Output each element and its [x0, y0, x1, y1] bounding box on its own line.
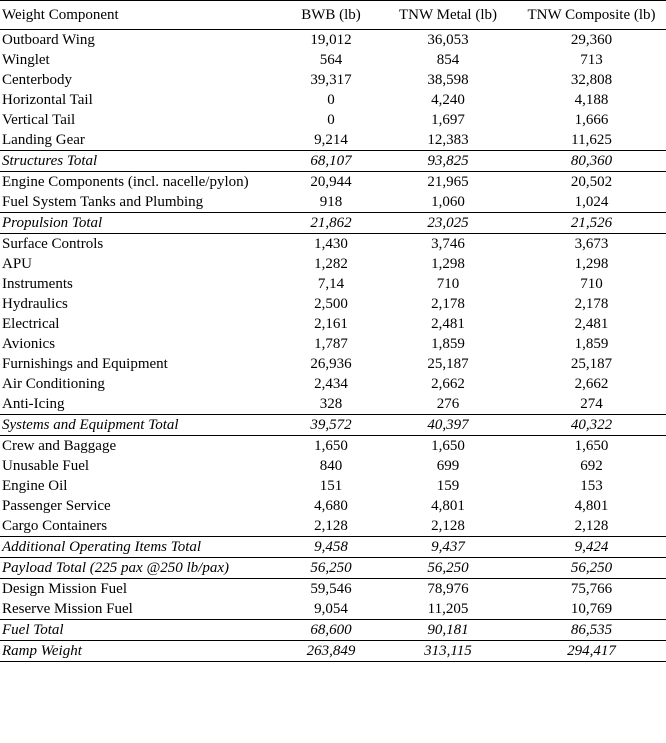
total-cell-tnw-metal: 9,437	[379, 537, 517, 558]
total-row	[0, 620, 666, 641]
table-row	[0, 30, 666, 51]
total-cell-component: Structures Total	[0, 151, 283, 172]
cell-bwb: 1,787	[314, 336, 348, 352]
cell-component: Centerbody	[2, 72, 72, 88]
cell-tnw-metal: 25,187	[427, 356, 469, 372]
table-row	[0, 314, 666, 334]
cell-tnw-metal: 12,383	[427, 132, 469, 148]
total-row	[0, 213, 666, 234]
cell-component: Horizontal Tail	[2, 92, 93, 108]
cell-bwb: 564	[319, 52, 343, 68]
cell-tnw-composite: 713	[580, 52, 603, 68]
cell-bwb: 328	[319, 396, 343, 412]
total-cell-tnw-metal: 56,250	[379, 558, 517, 579]
cell-bwb: 1,430	[314, 236, 348, 252]
cell-bwb: 26,936	[310, 356, 352, 372]
cell-tnw-composite: 29,360	[570, 32, 613, 48]
total-cell-tnw-metal: 23,025	[379, 213, 517, 234]
total-cell-component: Payload Total (225 pax @250 lb/pax)	[0, 558, 283, 579]
cell-bwb: 9,214	[314, 132, 348, 148]
cell-tnw-metal: 710	[436, 276, 460, 292]
cell-tnw-composite: 25,187	[570, 356, 613, 372]
total-row	[0, 537, 666, 558]
cell-bwb: 4,680	[314, 498, 348, 514]
header-cell-component: Weight Component	[0, 1, 283, 30]
cell-tnw-metal: 1,697	[431, 112, 465, 128]
cell-tnw-composite: 1,024	[574, 194, 609, 210]
cell-tnw-composite: 692	[580, 458, 603, 474]
cell-component: Design Mission Fuel	[2, 581, 128, 597]
cell-component: Outboard Wing	[2, 32, 95, 48]
cell-tnw-composite: 32,808	[570, 72, 613, 88]
cell-tnw-composite: 3,673	[574, 236, 609, 252]
cell-tnw-metal: 699	[436, 458, 460, 474]
cell-bwb: 1,282	[314, 256, 348, 272]
cell-tnw-composite: 1,298	[574, 256, 609, 272]
cell-bwb: 0	[327, 112, 335, 128]
cell-component: Instruments	[2, 276, 73, 292]
cell-tnw-metal: 4,240	[431, 92, 465, 108]
cell-tnw-composite: 2,128	[574, 518, 609, 534]
cell-bwb: 2,434	[314, 376, 348, 392]
cell-component: Reserve Mission Fuel	[2, 601, 133, 617]
table-row	[0, 436, 666, 457]
total-cell-component: Fuel Total	[0, 620, 283, 641]
cell-tnw-composite: 2,662	[574, 376, 609, 392]
cell-component: Winglet	[2, 52, 50, 68]
cell-tnw-composite: 4,188	[574, 92, 609, 108]
cell-component: Furnishings and Equipment	[2, 356, 168, 372]
cell-tnw-metal: 3,746	[431, 236, 465, 252]
cell-tnw-composite: 10,769	[570, 601, 613, 617]
cell-tnw-metal: 78,976	[427, 581, 469, 597]
total-cell-component: Systems and Equipment Total	[0, 415, 283, 436]
cell-component: Engine Components (incl. nacelle/pylon)	[2, 174, 249, 190]
total-cell-tnw-metal: 40,397	[379, 415, 517, 436]
cell-component: Fuel System Tanks and Plumbing	[2, 194, 204, 210]
cell-component: Hydraulics	[2, 296, 68, 312]
cell-tnw-composite: 710	[580, 276, 603, 292]
cell-bwb: 918	[319, 194, 343, 210]
total-cell-tnw-composite: 56,250	[517, 558, 666, 579]
cell-bwb: 9,054	[314, 601, 348, 617]
cell-tnw-metal: 2,481	[431, 316, 465, 332]
cell-bwb: 151	[319, 478, 343, 494]
cell-tnw-metal: 2,662	[431, 376, 465, 392]
total-row	[0, 558, 666, 579]
cell-component: Cargo Containers	[2, 518, 108, 534]
cell-tnw-composite: 11,625	[571, 132, 612, 148]
table-row	[0, 579, 666, 600]
cell-bwb: 1,650	[314, 438, 348, 454]
cell-component: Crew and Baggage	[2, 438, 117, 454]
table-row	[0, 192, 666, 213]
total-cell-bwb: 263,849	[283, 641, 379, 662]
total-cell-component: Additional Operating Items Total	[0, 537, 283, 558]
cell-tnw-metal: 38,598	[427, 72, 469, 88]
cell-component: Avionics	[2, 336, 56, 352]
total-cell-tnw-metal: 90,181	[379, 620, 517, 641]
cell-tnw-metal: 11,205	[427, 601, 469, 617]
total-cell-bwb: 68,107	[283, 151, 379, 172]
cell-tnw-composite: 75,766	[570, 581, 613, 597]
cell-tnw-metal: 1,859	[431, 336, 465, 352]
table-row	[0, 50, 666, 70]
cell-tnw-composite: 20,502	[570, 174, 613, 190]
cell-tnw-metal: 1,060	[431, 194, 465, 210]
total-cell-bwb: 21,862	[283, 213, 379, 234]
cell-tnw-composite: 1,666	[574, 112, 609, 128]
table-row	[0, 354, 666, 374]
total-cell-tnw-composite: 294,417	[517, 641, 666, 662]
total-cell-bwb: 39,572	[283, 415, 379, 436]
table-row	[0, 334, 666, 354]
total-row	[0, 415, 666, 436]
cell-bwb: 59,546	[310, 581, 352, 597]
table-row	[0, 599, 666, 620]
cell-tnw-metal: 854	[436, 52, 460, 68]
header-cell-bwb: BWB (lb)	[283, 1, 379, 30]
cell-bwb: 2,161	[314, 316, 348, 332]
cell-component: Landing Gear	[2, 132, 85, 148]
table-row	[0, 90, 666, 110]
cell-bwb: 39,317	[310, 72, 352, 88]
table-row	[0, 294, 666, 314]
cell-bwb: 20,944	[310, 174, 352, 190]
cell-tnw-composite: 2,178	[574, 296, 609, 312]
cell-tnw-composite: 4,801	[574, 498, 609, 514]
total-cell-tnw-composite: 40,322	[517, 415, 666, 436]
header-cell-tnw-metal: TNW Metal (lb)	[379, 1, 517, 30]
cell-component: Air Conditioning	[2, 376, 105, 392]
table-row	[0, 70, 666, 90]
cell-bwb: 0	[327, 92, 335, 108]
table-row	[0, 274, 666, 294]
table-row	[0, 234, 666, 255]
cell-tnw-metal: 36,053	[427, 32, 469, 48]
total-row	[0, 641, 666, 662]
total-cell-tnw-metal: 313,115	[379, 641, 517, 662]
table-row	[0, 172, 666, 193]
total-cell-tnw-composite: 86,535	[517, 620, 666, 641]
cell-tnw-metal: 2,178	[431, 296, 465, 312]
cell-component: Engine Oil	[2, 478, 68, 494]
total-cell-component: Propulsion Total	[0, 213, 283, 234]
cell-component: Surface Controls	[2, 236, 104, 252]
cell-tnw-metal: 2,128	[431, 518, 465, 534]
cell-component: Anti-Icing	[2, 396, 65, 412]
cell-tnw-metal: 4,801	[431, 498, 465, 514]
total-cell-bwb: 56,250	[283, 558, 379, 579]
table-row	[0, 476, 666, 496]
total-cell-bwb: 68,600	[283, 620, 379, 641]
table-row	[0, 456, 666, 476]
cell-tnw-metal: 1,298	[431, 256, 465, 272]
cell-tnw-composite: 2,481	[574, 316, 609, 332]
table-row	[0, 516, 666, 537]
cell-component: APU	[2, 256, 33, 272]
cell-bwb: 7,14	[317, 276, 345, 292]
cell-tnw-metal: 159	[436, 478, 460, 494]
total-cell-tnw-composite: 21,526	[517, 213, 666, 234]
cell-bwb: 2,500	[314, 296, 348, 312]
cell-component: Unusable Fuel	[2, 458, 90, 474]
cell-tnw-composite: 1,650	[574, 438, 609, 454]
cell-tnw-metal: 1,650	[431, 438, 465, 454]
table-row	[0, 374, 666, 394]
table-row	[0, 394, 666, 415]
table-header	[0, 1, 666, 30]
cell-bwb: 19,012	[310, 32, 352, 48]
cell-bwb: 840	[319, 458, 343, 474]
cell-bwb: 2,128	[314, 518, 348, 534]
total-cell-tnw-metal: 93,825	[379, 151, 517, 172]
cell-component: Electrical	[2, 316, 60, 332]
total-cell-tnw-composite: 80,360	[517, 151, 666, 172]
table-row	[0, 130, 666, 151]
cell-component: Passenger Service	[2, 498, 111, 514]
cell-tnw-composite: 274	[580, 396, 603, 412]
table-row	[0, 110, 666, 130]
total-row	[0, 151, 666, 172]
cell-tnw-composite: 153	[580, 478, 603, 494]
cell-tnw-metal: 21,965	[427, 174, 469, 190]
table-body	[0, 30, 666, 662]
header-cell-tnw-composite: TNW Composite (lb)	[517, 1, 666, 30]
cell-tnw-metal: 276	[436, 396, 460, 412]
cell-component: Vertical Tail	[2, 112, 76, 128]
table-row	[0, 254, 666, 274]
header-row	[0, 1, 666, 30]
total-cell-component: Ramp Weight	[0, 641, 283, 662]
total-cell-bwb: 9,458	[283, 537, 379, 558]
table-row	[0, 496, 666, 516]
cell-tnw-composite: 1,859	[574, 336, 609, 352]
total-cell-tnw-composite: 9,424	[517, 537, 666, 558]
